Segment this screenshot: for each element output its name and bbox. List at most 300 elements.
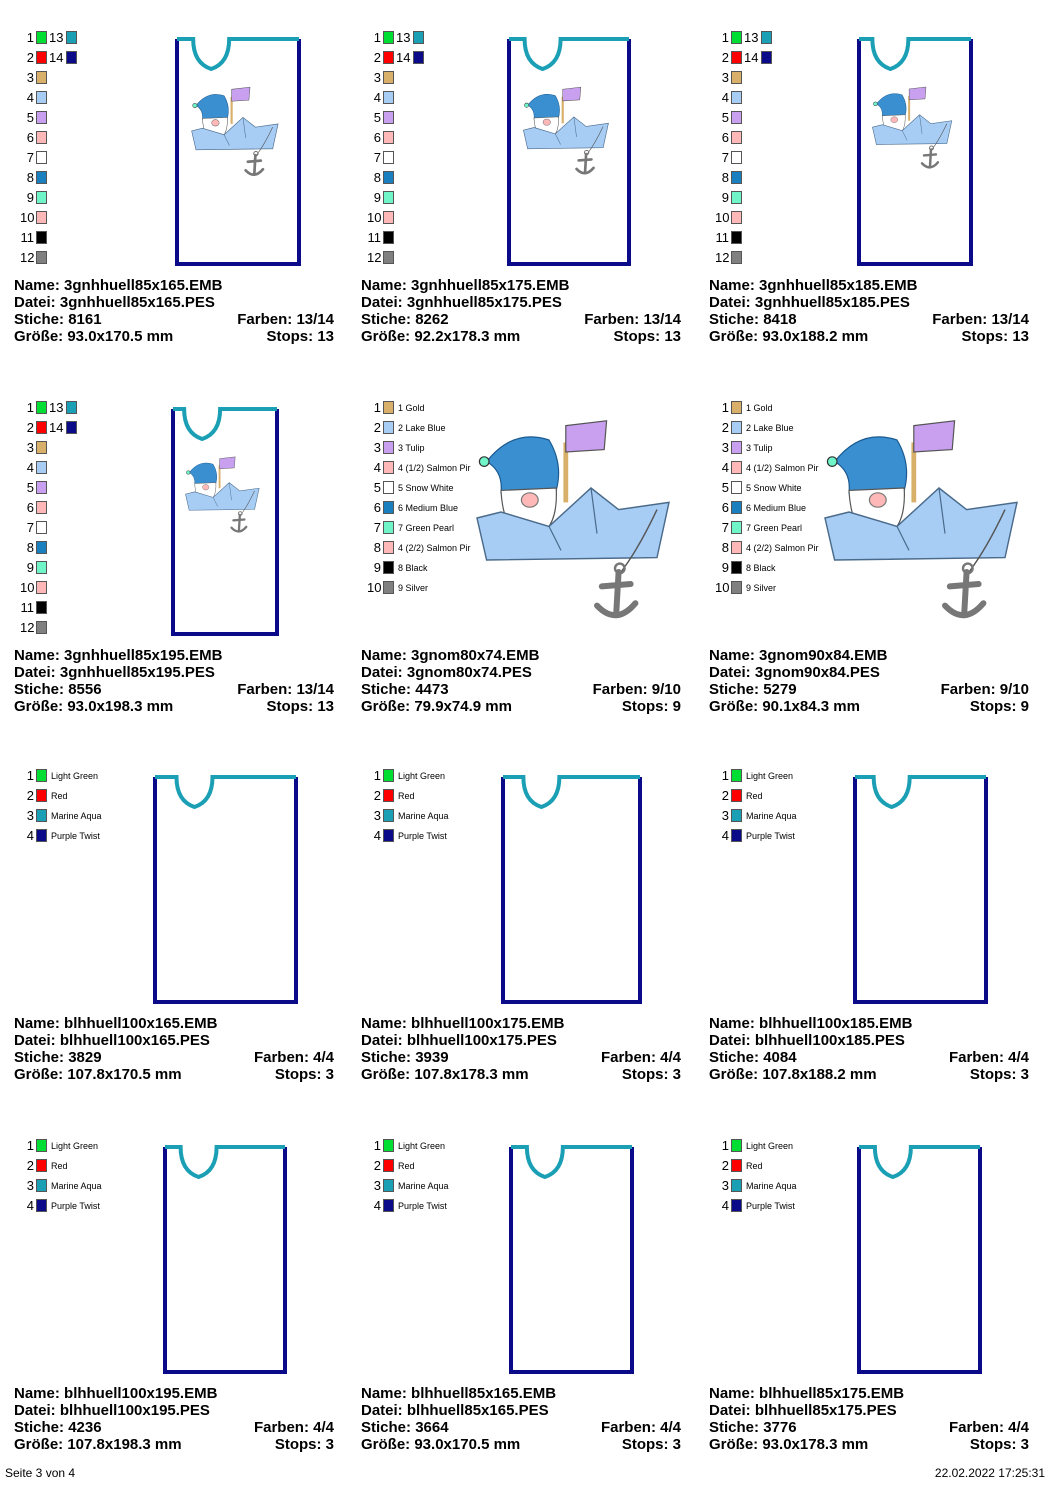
legend-number: 12: [367, 250, 382, 265]
legend-number: 2: [26, 788, 34, 803]
gnome-boat-motif: [825, 421, 1017, 615]
color-swatch: [383, 1159, 394, 1172]
design-size-value: 107.8x198.3 mm: [67, 1436, 182, 1453]
stop-count-label: Stops:: [274, 1066, 322, 1083]
color-swatch: [383, 31, 394, 44]
design-name-value: blhhuell100x165.EMB: [64, 1015, 218, 1032]
legend-number: 9: [26, 190, 34, 205]
stitch-count-value: 8556: [68, 681, 102, 698]
design-size-line: [709, 698, 1029, 715]
color-swatch: [36, 191, 47, 204]
color-swatch: [36, 91, 47, 104]
legend-number: 9: [721, 190, 729, 205]
legend-color-name: 3 Tulip: [746, 443, 773, 453]
stop-count: [266, 698, 334, 715]
stop-count: [266, 328, 334, 345]
design-info: [709, 277, 1029, 345]
legend-number: 12: [715, 250, 730, 265]
color-swatch: [731, 401, 742, 414]
color-count: [584, 311, 681, 328]
stop-count-label: Stops:: [969, 698, 1017, 715]
design-name-label: Name:: [14, 1015, 60, 1032]
design-info: [14, 277, 334, 345]
stop-count-label: Stops:: [613, 328, 661, 345]
case-outline: [150, 770, 301, 1007]
design-file-label: Datei:: [361, 1032, 403, 1049]
color-swatch: [731, 581, 742, 594]
legend-number: 10: [715, 580, 730, 595]
legend-color-name: 5 Snow White: [398, 483, 454, 493]
legend-number: 4: [373, 1198, 381, 1213]
legend-color-name: Light Green: [51, 1141, 99, 1151]
case-outline: [506, 1140, 637, 1377]
case-outline: [850, 770, 991, 1007]
legend-number: 2: [721, 1158, 729, 1173]
design-file-label: Datei:: [709, 1032, 751, 1049]
design-size-line: [361, 1436, 681, 1453]
legend-number: 2: [26, 1158, 34, 1173]
legend-number: 2: [721, 50, 729, 65]
stop-count: [961, 328, 1029, 345]
legend-color-name: Light Green: [51, 771, 99, 781]
design-name-line: [361, 647, 681, 664]
legend-color-name: 6 Medium Blue: [398, 503, 459, 513]
design-card: [361, 400, 691, 755]
color-swatch: [36, 829, 47, 842]
legend-color-name: 8 Black: [398, 563, 428, 573]
color-swatch: [66, 421, 77, 434]
color-swatch: [731, 789, 742, 802]
design-size-value: 107.8x188.2 mm: [762, 1066, 877, 1083]
color-swatch: [383, 1199, 394, 1212]
stitch-count-line: [14, 1049, 334, 1066]
design-file-value: blhhuell100x175.PES: [406, 1032, 557, 1049]
design-file-label: Datei:: [361, 1402, 403, 1419]
color-count: [593, 681, 681, 698]
design-size-value: 93.0x170.5 mm: [67, 328, 174, 345]
design-name-line: [709, 1385, 1029, 1402]
design-name-line: [361, 1385, 681, 1402]
legend-number: 3: [721, 440, 729, 455]
stitch-count-value: 4084: [763, 1049, 797, 1066]
stop-count-label: Stops:: [969, 1436, 1017, 1453]
legend-number: 1: [26, 1138, 34, 1153]
color-count-value: 4/4: [313, 1419, 334, 1436]
design-size-value: 93.0x188.2 mm: [762, 328, 869, 345]
stitch-count-label: Stiche:: [709, 311, 760, 328]
color-swatch: [36, 561, 47, 574]
legend-number: 10: [20, 580, 35, 595]
design-name-value: blhhuell85x175.EMB: [759, 1385, 905, 1402]
stop-count-label: Stops:: [621, 1066, 669, 1083]
color-swatch: [36, 51, 47, 64]
stitch-count-value: 8161: [68, 311, 102, 328]
design-file-label: Datei:: [709, 294, 751, 311]
color-swatch: [36, 111, 47, 124]
design-name-label: Name:: [709, 1015, 755, 1032]
stitch-count-value: 8418: [763, 311, 797, 328]
color-count-label: Farben:: [948, 1049, 1004, 1066]
legend-number: 7: [721, 150, 729, 165]
legend-number: 6: [26, 130, 34, 145]
legend-number: 6: [373, 500, 381, 515]
design-size-value: 79.9x74.9 mm: [414, 698, 512, 715]
design-name-value: 3gnhhuell85x165.EMB: [64, 277, 223, 294]
color-swatch: [731, 111, 742, 124]
stop-count: [970, 698, 1029, 715]
legend-number: 11: [20, 600, 34, 615]
color-count-value: 4/4: [1008, 1049, 1029, 1066]
color-count-value: 4/4: [660, 1419, 681, 1436]
color-swatch: [383, 581, 394, 594]
color-swatch: [731, 1179, 742, 1192]
legend-color-name: Marine Aqua: [398, 811, 449, 821]
stitch-count-label: Stiche:: [709, 1049, 760, 1066]
legend-number: 4: [721, 828, 729, 843]
design-size-value: 92.2x178.3 mm: [414, 328, 521, 345]
legend-number: 7: [373, 520, 381, 535]
stop-count-value: 13: [317, 328, 334, 345]
legend-number: 6: [721, 500, 729, 515]
legend-color-name: 5 Snow White: [746, 483, 802, 493]
design-name-line: [361, 277, 681, 294]
legend-number: 2: [373, 788, 381, 803]
legend-color-name: Purple Twist: [398, 831, 447, 841]
design-name-value: 3gnhhuell85x175.EMB: [411, 277, 570, 294]
legend-number: 1: [373, 1138, 381, 1153]
color-swatch: [383, 421, 394, 434]
legend-number: 14: [49, 420, 64, 435]
stitch-count-value: 4473: [415, 681, 449, 698]
legend-number: 3: [721, 808, 729, 823]
color-swatch: [731, 131, 742, 144]
design-name-label: Name:: [14, 277, 60, 294]
design-info: [709, 647, 1029, 715]
legend-number: 3: [26, 70, 34, 85]
legend-number: 2: [373, 50, 381, 65]
design-file-label: Datei:: [709, 664, 751, 681]
stitch-count-label: Stiche:: [361, 311, 412, 328]
legend-number: 4: [721, 90, 729, 105]
design-card: [361, 768, 691, 1123]
case-outline: [504, 32, 634, 269]
color-count: [932, 311, 1029, 328]
stitch-count-line: [361, 1419, 681, 1436]
color-swatch: [36, 809, 47, 822]
design-name-line: [709, 1015, 1029, 1032]
legend-number: 1: [26, 30, 34, 45]
color-swatch: [731, 501, 742, 514]
design-file-value: blhhuell85x175.PES: [754, 1402, 897, 1419]
color-swatch: [761, 31, 772, 44]
stitch-count-value: 3664: [415, 1419, 449, 1436]
design-file-line: [14, 664, 334, 681]
stitch-count-line: [709, 1419, 1029, 1436]
legend-number: 4: [26, 1198, 34, 1213]
color-swatch: [36, 789, 47, 802]
design-name-label: Name:: [14, 1385, 60, 1402]
legend-number: 4: [721, 1198, 729, 1213]
stop-count-label: Stops:: [266, 328, 314, 345]
legend-number: 9: [373, 560, 381, 575]
design-name-label: Name:: [709, 277, 755, 294]
design-file-value: blhhuell100x185.PES: [754, 1032, 905, 1049]
color-swatch: [383, 151, 394, 164]
design-file-label: Datei:: [709, 1402, 751, 1419]
legend-number: 2: [373, 420, 381, 435]
legend-color-name: 4 (2/2) Salmon Pir: [746, 543, 819, 553]
legend-number: 8: [26, 170, 34, 185]
color-count-label: Farben:: [600, 1419, 656, 1436]
color-swatch: [383, 461, 394, 474]
design-card: [14, 1138, 344, 1493]
color-swatch: [383, 1139, 394, 1152]
legend-number: 8: [721, 170, 729, 185]
color-count: [601, 1419, 681, 1436]
legend-number: 8: [26, 540, 34, 555]
legend-color-name: Red: [746, 1161, 763, 1171]
legend-number: 3: [373, 70, 381, 85]
design-file-line: [361, 1032, 681, 1049]
design-size-label: Größe:: [709, 328, 759, 345]
stop-count: [613, 328, 681, 345]
gnome-design-preview: [821, 396, 1021, 601]
color-count: [949, 1419, 1029, 1436]
stop-count-value: 3: [1020, 1436, 1029, 1453]
design-name-label: Name:: [14, 647, 60, 664]
color-swatch: [36, 501, 47, 514]
legend-color-name: Marine Aqua: [746, 1181, 797, 1191]
legend-number: 1: [373, 30, 381, 45]
legend-number: 7: [721, 520, 729, 535]
color-swatch: [66, 51, 77, 64]
stitch-count-line: [361, 1049, 681, 1066]
color-swatch: [731, 1139, 742, 1152]
stitch-count-value: 8262: [415, 311, 449, 328]
legend-number: 7: [373, 150, 381, 165]
legend-number: 9: [721, 560, 729, 575]
color-count-label: Farben:: [940, 681, 996, 698]
legend-color-name: 7 Green Pearl: [746, 523, 803, 533]
legend-number: 9: [26, 560, 34, 575]
legend-number: 11: [20, 230, 34, 245]
design-name-label: Name:: [361, 277, 407, 294]
design-size-label: Größe:: [709, 1066, 759, 1083]
case-outline: [160, 1140, 290, 1377]
legend-number: 2: [721, 420, 729, 435]
legend-number: 4: [721, 460, 729, 475]
design-file-line: [709, 1032, 1029, 1049]
gnome-boat-motif: [192, 87, 278, 175]
design-file-line: [361, 664, 681, 681]
color-count: [601, 1049, 681, 1066]
color-swatch: [413, 51, 424, 64]
legend-number: 7: [26, 520, 34, 535]
legend-number: 3: [373, 440, 381, 455]
color-count-label: Farben:: [932, 311, 988, 328]
design-size-label: Größe:: [709, 698, 759, 715]
color-swatch: [731, 31, 742, 44]
legend-number: 5: [26, 480, 34, 495]
design-file-line: [361, 294, 681, 311]
design-name-value: 3gnom80x74.EMB: [411, 647, 540, 664]
stitch-count-label: Stiche:: [709, 1419, 760, 1436]
stitch-count-line: [14, 681, 334, 698]
legend-color-name: 9 Silver: [398, 583, 429, 593]
design-size-value: 93.0x178.3 mm: [762, 1436, 869, 1453]
color-swatch: [761, 51, 772, 64]
case-outline: [854, 32, 976, 269]
color-swatch: [383, 561, 394, 574]
color-swatch: [36, 521, 47, 534]
design-name-line: [14, 1015, 334, 1032]
color-swatch: [36, 251, 47, 264]
design-size-label: Größe:: [709, 1436, 759, 1453]
legend-color-name: Light Green: [398, 771, 446, 781]
color-swatch: [731, 1159, 742, 1172]
color-count: [237, 681, 334, 698]
color-swatch: [731, 191, 742, 204]
design-size-line: [14, 328, 334, 345]
page-number: Seite 3 von 4: [5, 1466, 76, 1480]
stop-count-label: Stops:: [621, 698, 669, 715]
color-count-label: Farben:: [592, 681, 648, 698]
design-card: [14, 768, 344, 1123]
color-swatch: [731, 251, 742, 264]
case-outline: [172, 32, 304, 269]
legend-number: 1: [373, 768, 381, 783]
legend-number: 13: [49, 400, 64, 415]
design-info: [14, 647, 334, 715]
legend-number: 11: [715, 230, 729, 245]
legend-color-name: Red: [398, 1161, 415, 1171]
stop-count-value: 9: [1020, 698, 1029, 715]
color-swatch: [36, 1199, 47, 1212]
design-name-line: [14, 277, 334, 294]
design-info: [709, 1015, 1029, 1083]
color-swatch: [36, 481, 47, 494]
design-file-line: [14, 294, 334, 311]
stitch-count-value: 3776: [763, 1419, 797, 1436]
color-swatch: [66, 31, 77, 44]
legend-number: 14: [49, 50, 64, 65]
legend-number: 10: [367, 580, 382, 595]
design-name-label: Name:: [361, 1015, 407, 1032]
stitch-count-label: Stiche:: [361, 1419, 412, 1436]
legend-color-name: Light Green: [746, 771, 794, 781]
color-swatch: [383, 501, 394, 514]
legend-color-name: 9 Silver: [746, 583, 777, 593]
color-count-value: 13/14: [296, 681, 334, 698]
design-info: [14, 1015, 334, 1083]
color-swatch: [36, 441, 47, 454]
legend-number: 3: [373, 808, 381, 823]
legend-number: 4: [26, 828, 34, 843]
case-outline: [854, 1140, 985, 1377]
legend-number: 12: [20, 620, 35, 635]
design-name-value: 3gnhhuell85x195.EMB: [64, 647, 223, 664]
color-swatch: [731, 151, 742, 164]
legend-number: 11: [367, 230, 381, 245]
design-size-line: [709, 1066, 1029, 1083]
design-info: [14, 1385, 334, 1453]
color-swatch: [383, 541, 394, 554]
gnome-boat-motif: [185, 457, 259, 532]
legend-number: 10: [20, 210, 35, 225]
color-swatch: [383, 809, 394, 822]
legend-color-name: Purple Twist: [746, 831, 795, 841]
color-swatch: [36, 1159, 47, 1172]
legend-number: 5: [721, 480, 729, 495]
legend-number: 4: [26, 90, 34, 105]
design-size-label: Größe:: [361, 1066, 411, 1083]
stop-count: [622, 698, 681, 715]
legend-number: 2: [26, 420, 34, 435]
legend-number: 5: [373, 480, 381, 495]
color-swatch: [731, 829, 742, 842]
color-count-value: 9/10: [999, 681, 1029, 698]
legend-number: 3: [721, 1178, 729, 1193]
legend-number: 3: [721, 70, 729, 85]
color-count: [941, 681, 1029, 698]
color-count: [949, 1049, 1029, 1066]
design-size-label: Größe:: [14, 1436, 64, 1453]
color-swatch: [731, 91, 742, 104]
legend-number: 10: [715, 210, 730, 225]
design-name-value: blhhuell85x165.EMB: [411, 1385, 557, 1402]
legend-number: 10: [367, 210, 382, 225]
design-name-line: [709, 277, 1029, 294]
legend-color-name: 6 Medium Blue: [746, 503, 807, 513]
design-card: [14, 400, 344, 755]
stop-count: [275, 1066, 334, 1083]
color-swatch: [36, 151, 47, 164]
legend-number: 13: [396, 30, 411, 45]
design-name-line: [361, 1015, 681, 1032]
design-info: [709, 1385, 1029, 1453]
color-swatch: [36, 621, 47, 634]
stop-count: [970, 1066, 1029, 1083]
legend-color-name: Purple Twist: [51, 1201, 100, 1211]
legend-number: 2: [721, 788, 729, 803]
color-swatch: [36, 1179, 47, 1192]
design-size-value: 90.1x84.3 mm: [762, 698, 860, 715]
legend-number: 1: [721, 400, 729, 415]
print-timestamp: 22.02.2022 17:25:31: [934, 1466, 1045, 1480]
legend-number: 8: [373, 540, 381, 555]
color-swatch: [36, 421, 47, 434]
legend-color-name: Red: [398, 791, 415, 801]
design-file-line: [709, 664, 1029, 681]
color-count-label: Farben:: [253, 1419, 309, 1436]
color-count-label: Farben:: [584, 311, 640, 328]
color-swatch: [383, 521, 394, 534]
legend-color-name: Marine Aqua: [746, 811, 797, 821]
legend-number: 2: [373, 1158, 381, 1173]
stitch-count-label: Stiche:: [361, 1049, 412, 1066]
legend-number: 13: [49, 30, 64, 45]
legend-number: 8: [373, 170, 381, 185]
color-swatch: [36, 461, 47, 474]
color-swatch: [383, 171, 394, 184]
design-size-label: Größe:: [14, 328, 64, 345]
color-count-value: 4/4: [1008, 1419, 1029, 1436]
design-card: [361, 1138, 691, 1493]
legend-number: 8: [721, 540, 729, 555]
stitch-count-value: 3939: [415, 1049, 449, 1066]
color-swatch: [731, 441, 742, 454]
color-swatch: [731, 211, 742, 224]
